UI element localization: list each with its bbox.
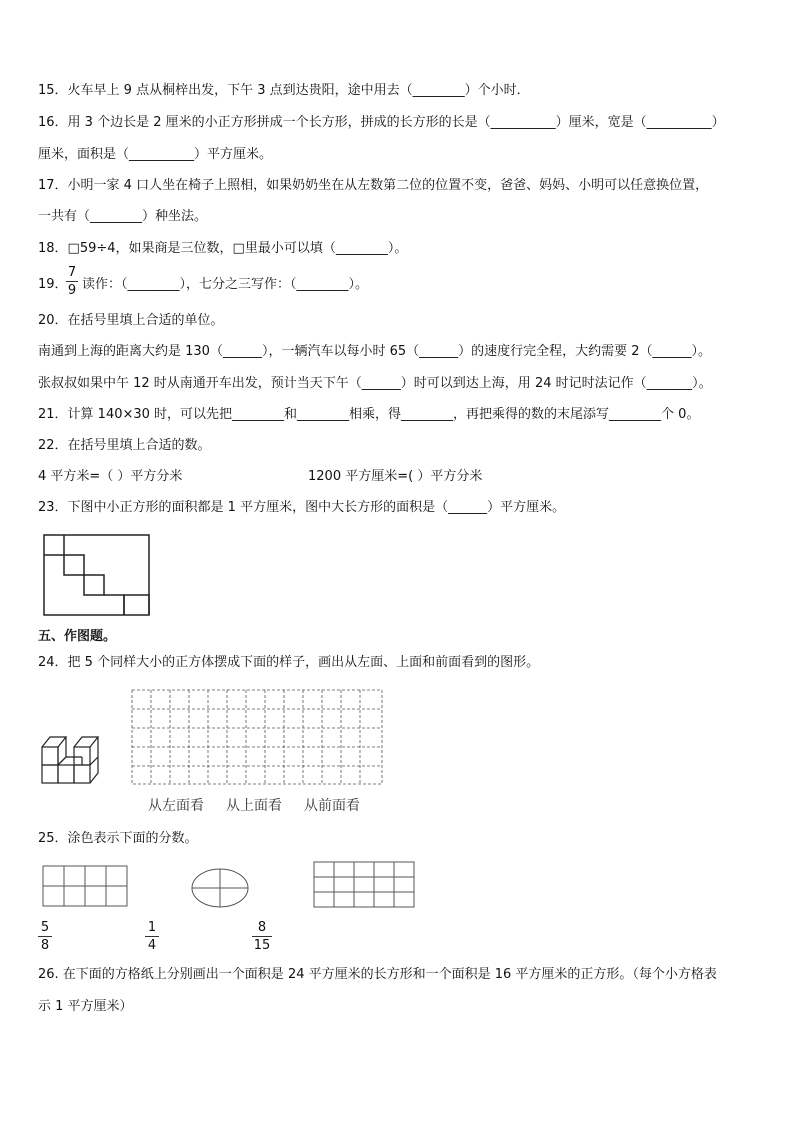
- fraction-8-15: [252, 920, 272, 953]
- question-19-text: 读作：（________），七分之三写作：（________）。: [82, 277, 369, 292]
- fraction-numerator: 8: [257, 920, 267, 935]
- question-18: 18．□59÷4，如果商是三位数，□里最小可以填（________）。: [38, 241, 408, 256]
- fraction-1-4: [145, 920, 159, 953]
- grid-3x5-figure: [312, 860, 418, 912]
- grid-2x4-figure: [41, 864, 131, 910]
- caption-front-view: 从前面看: [304, 798, 360, 814]
- cube-stack-figure: [40, 733, 112, 787]
- question-22-b: 1200 平方厘米=( ）平方分米: [308, 469, 483, 484]
- fraction-denominator: 4: [147, 938, 157, 953]
- question-26-line2: 示 1 平方厘米）: [38, 999, 133, 1014]
- fraction-7-9: [66, 265, 78, 298]
- question-20-b: 张叔叔如果中午 12 时从南通开车出发，预计当天下午（______）时可以到达上海，用 24 时记时法记作（_______）。: [38, 376, 712, 391]
- question-22: 22．在括号里填上合适的数。: [38, 438, 211, 453]
- fraction-numerator: 1: [147, 920, 157, 935]
- ellipse-quarters-figure: [189, 866, 253, 912]
- fraction-denominator: 9: [67, 283, 77, 298]
- caption-left-view: 从左面看: [148, 798, 204, 814]
- fraction-denominator: 15: [253, 938, 271, 953]
- question-17-line2: 一共有（________）种坐法。: [38, 209, 208, 224]
- question-23: 23．下图中小正方形的面积都是 1 平方厘米，图中大长方形的面积是（______）平方厘米。: [38, 500, 566, 515]
- question-20-a: 南通到上海的距离大约是 130（______），一辆汽车以每小时 65（______）的速度行完全程，大约需要 2（______）。: [38, 344, 712, 359]
- question-25: 25．涂色表示下面的分数。: [38, 831, 198, 846]
- question-16-line1: 16．用 3 个边长是 2 厘米的小正方形拼成一个长方形，拼成的长方形的长是（__________）厘米，宽是（__________）: [38, 115, 725, 130]
- dashed-grid-paper: [130, 688, 386, 788]
- fraction-numerator: 7: [67, 265, 77, 280]
- question-20: 20．在括号里填上合适的单位。: [38, 313, 224, 328]
- question-24: 24．把 5 个同样大小的正方体摆成下面的样子，画出从左面、上面和前面看到的图形。: [38, 655, 540, 670]
- question-15: 15．火车早上 9 点从桐梓出发，下午 3 点到达贵阳，途中用去（________）个小时．: [38, 83, 530, 98]
- section-5-title: 五、作图题。: [38, 629, 117, 644]
- fraction-5-8: [38, 920, 52, 953]
- question-26-line1: 26. 在下面的方格纸上分别画出一个面积是 24 平方厘米的长方形和一个面积是 16 平方厘米的正方形。（每个小方格表: [38, 967, 717, 982]
- question-22-a: 4 平方米=（ ）平方分米: [38, 469, 183, 484]
- question-19-number: 19．: [38, 277, 68, 292]
- fraction-numerator: 5: [40, 920, 50, 935]
- question-17-line1: 17．小明一家 4 口人坐在椅子上照相，如果奶奶坐在从左数第二位的位置不变，爸爸、妈妈、小明可以任意换位置，: [38, 178, 709, 193]
- caption-top-view: 从上面看: [226, 798, 282, 814]
- question-21: 21．计算 140×30 时，可以先把________和________相乘，得________，再把乘得的数的末尾添写________个 0。: [38, 407, 700, 422]
- fraction-denominator: 8: [40, 938, 50, 953]
- q23-rectangle-figure: [42, 533, 152, 617]
- question-16-line2: 厘米，面积是（__________）平方厘米。: [38, 147, 273, 162]
